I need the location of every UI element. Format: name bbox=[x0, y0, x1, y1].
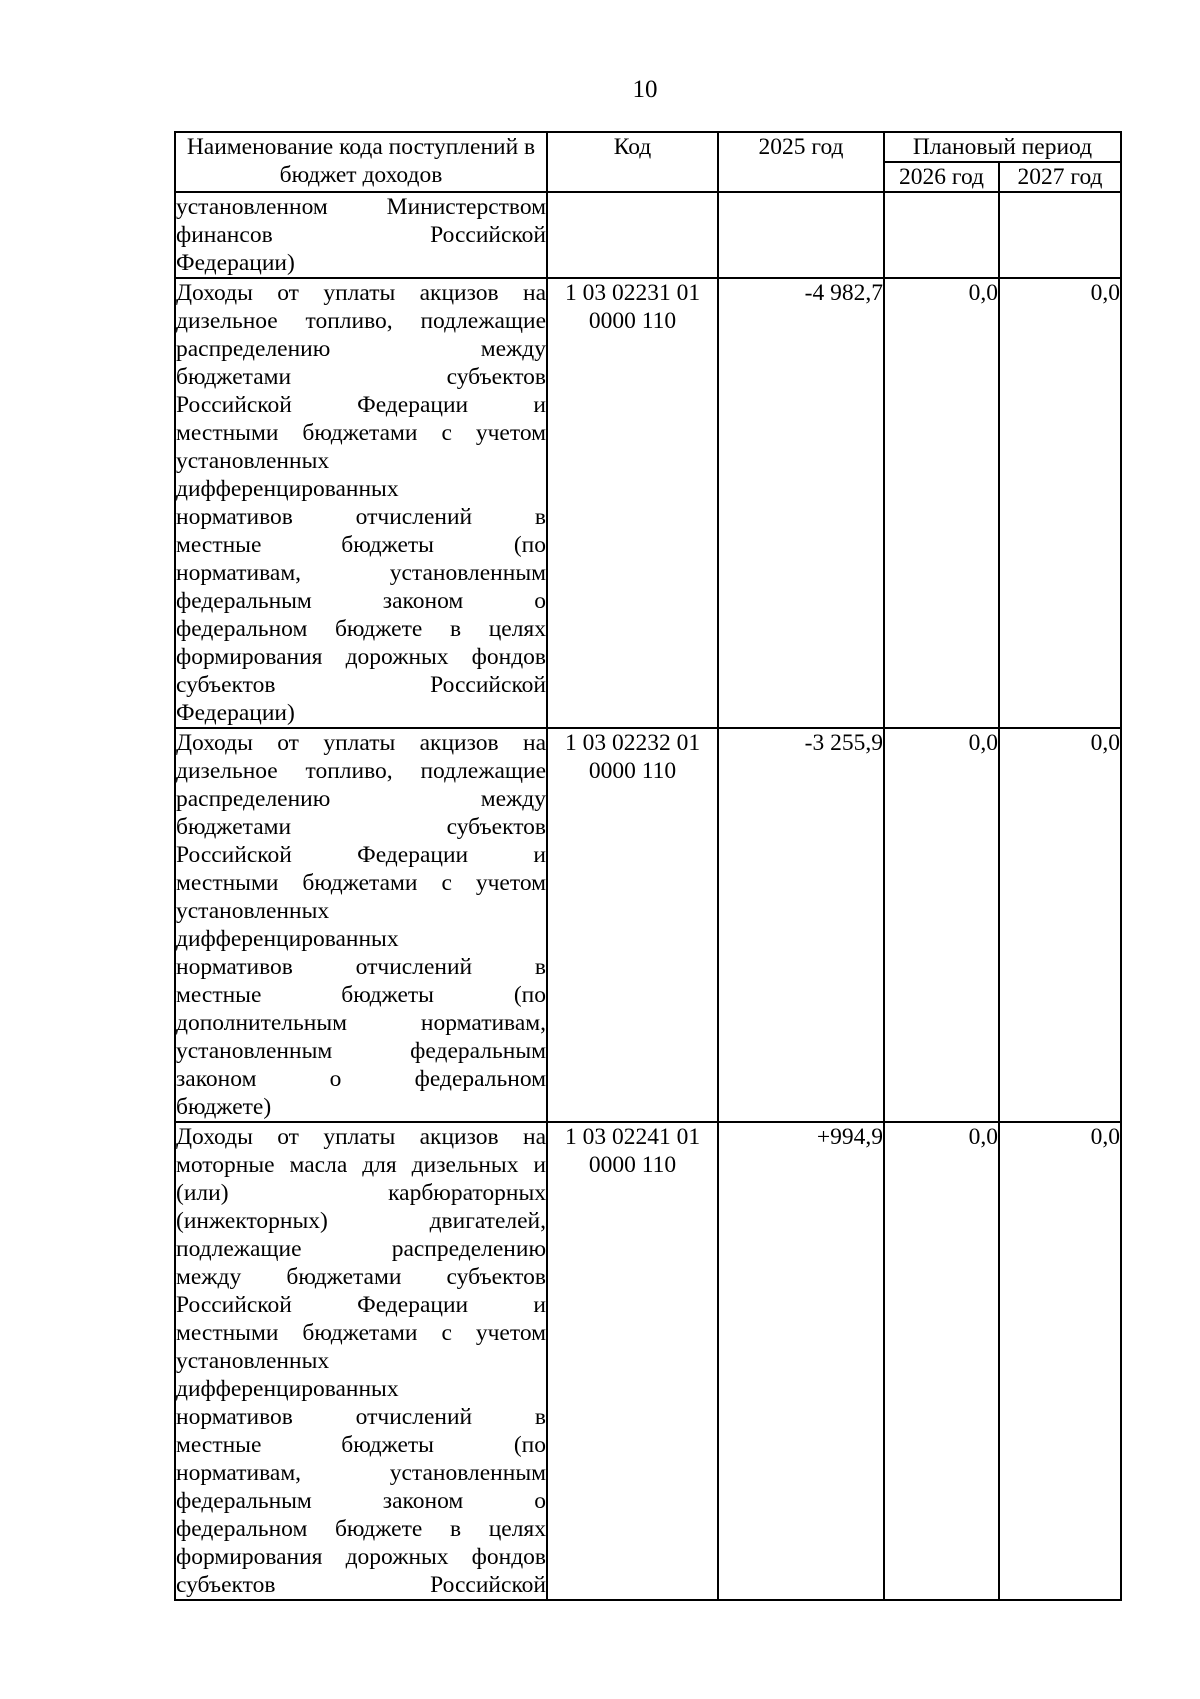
amount-2027-cell: 0,0 bbox=[999, 728, 1121, 1122]
table-row bbox=[175, 278, 1121, 728]
amount-2027-cell bbox=[999, 192, 1121, 278]
revenue-name-line: Федерации) bbox=[176, 700, 295, 726]
revenue-name-line: местными бюджетами с учетом bbox=[176, 870, 546, 896]
revenue-name-line: Российской Федерации и bbox=[176, 842, 546, 868]
revenue-name-line: дополнительным нормативам, bbox=[176, 1010, 546, 1036]
revenue-name-line: субъектов Российской bbox=[176, 672, 546, 698]
table-body bbox=[175, 192, 1121, 1600]
revenue-name-line: Федерации) bbox=[176, 250, 295, 276]
revenue-name-line: Российской Федерации и bbox=[176, 1292, 546, 1318]
revenue-name-line: бюджете) bbox=[176, 1094, 272, 1120]
revenue-name-line: установленных bbox=[176, 898, 330, 924]
revenue-name-line: моторные масла для дизельных и bbox=[176, 1152, 546, 1178]
budget-code-cell: 1 03 02232 01 0000 110 bbox=[547, 728, 718, 1122]
revenue-name-line: федеральным законом о bbox=[176, 588, 546, 614]
revenue-name-line: местные бюджеты (по bbox=[176, 1432, 546, 1458]
revenue-name-line: местными бюджетами с учетом bbox=[176, 420, 546, 446]
table-header bbox=[175, 132, 1121, 192]
table-row bbox=[175, 1122, 1121, 1600]
budget-code-cell: 1 03 02241 01 0000 110 bbox=[547, 1122, 718, 1600]
revenue-name-line: дифференцированных bbox=[176, 476, 399, 502]
revenue-name-line: формирования дорожных фондов bbox=[176, 1544, 546, 1570]
revenue-name-line: федеральным законом о bbox=[176, 1488, 546, 1514]
revenue-name-cell bbox=[175, 192, 547, 278]
revenue-name-line: подлежащие распределению bbox=[176, 1236, 546, 1262]
revenue-name-line: Доходы от уплаты акцизов на bbox=[176, 730, 546, 756]
page-number: 10 bbox=[632, 76, 658, 103]
revenue-name-line: дифференцированных bbox=[176, 926, 399, 952]
header-year-2027: 2027 год bbox=[999, 162, 1121, 192]
revenue-name-line: бюджетами субъектов bbox=[176, 364, 546, 390]
revenue-name-line: установленных bbox=[176, 448, 330, 474]
revenue-name-line: Российской Федерации и bbox=[176, 392, 546, 418]
header-code: Код bbox=[547, 132, 718, 192]
amount-2027-cell: 0,0 bbox=[999, 1122, 1121, 1600]
revenue-name-line: распределению между bbox=[176, 786, 546, 812]
budget-code-cell bbox=[547, 192, 718, 278]
revenue-name-line: нормативов отчислений в bbox=[176, 954, 546, 980]
amount-2025-cell: -4 982,7 bbox=[718, 278, 884, 728]
revenue-name-line: федеральном бюджете в целях bbox=[176, 1516, 546, 1542]
revenue-name-cell bbox=[175, 1122, 547, 1600]
budget-code-cell: 1 03 02231 01 0000 110 bbox=[547, 278, 718, 728]
revenue-table bbox=[174, 131, 1122, 1601]
revenue-name-line: законом о федеральном bbox=[176, 1066, 546, 1092]
amount-2026-cell: 0,0 bbox=[884, 278, 999, 728]
revenue-name-line: нормативов отчислений в bbox=[176, 504, 546, 530]
table-row bbox=[175, 192, 1121, 278]
revenue-name-line: местные бюджеты (по bbox=[176, 532, 546, 558]
header-year-2025: 2025 год bbox=[718, 132, 884, 192]
revenue-name-line: дизельное топливо, подлежащие bbox=[176, 758, 546, 784]
revenue-name-cell bbox=[175, 278, 547, 728]
revenue-name-line: установленном Министерством bbox=[176, 194, 546, 220]
revenue-name-cell bbox=[175, 728, 547, 1122]
revenue-name-line: дизельное топливо, подлежащие bbox=[176, 308, 546, 334]
revenue-name-line: нормативам, установленным bbox=[176, 1460, 546, 1486]
table-row bbox=[175, 728, 1121, 1122]
revenue-name-line: дифференцированных bbox=[176, 1376, 399, 1402]
amount-2025-cell: +994,9 bbox=[718, 1122, 884, 1600]
revenue-name-line: Доходы от уплаты акцизов на bbox=[176, 280, 546, 306]
amount-2027-cell: 0,0 bbox=[999, 278, 1121, 728]
amount-2026-cell: 0,0 bbox=[884, 1122, 999, 1600]
revenue-name-line: установленных bbox=[176, 1348, 330, 1374]
revenue-name-line: бюджетами субъектов bbox=[176, 814, 546, 840]
header-name: Наименование кода поступлений в бюджет доходов bbox=[175, 132, 547, 192]
amount-2025-cell: -3 255,9 bbox=[718, 728, 884, 1122]
revenue-name-line: нормативов отчислений в bbox=[176, 1404, 546, 1430]
revenue-name-line: местные бюджеты (по bbox=[176, 982, 546, 1008]
header-planning-period: Плановый период bbox=[884, 132, 1121, 162]
revenue-name-line: между бюджетами субъектов bbox=[176, 1264, 546, 1290]
revenue-name-line: федеральном бюджете в целях bbox=[176, 616, 546, 642]
revenue-name-line: формирования дорожных фондов bbox=[176, 644, 546, 670]
revenue-name-line: финансов Российской bbox=[176, 222, 546, 248]
revenue-name-line: распределению между bbox=[176, 336, 546, 362]
revenue-name-line: (или) карбюраторных bbox=[176, 1180, 546, 1206]
amount-2025-cell bbox=[718, 192, 884, 278]
revenue-name-line: субъектов Российской bbox=[176, 1572, 546, 1598]
revenue-name-line: Доходы от уплаты акцизов на bbox=[176, 1124, 546, 1150]
revenue-name-line: местными бюджетами с учетом bbox=[176, 1320, 546, 1346]
amount-2026-cell bbox=[884, 192, 999, 278]
revenue-name-line: нормативам, установленным bbox=[176, 560, 546, 586]
revenue-name-line: (инжекторных) двигателей, bbox=[176, 1208, 546, 1234]
header-year-2026: 2026 год bbox=[884, 162, 999, 192]
amount-2026-cell: 0,0 bbox=[884, 728, 999, 1122]
revenue-name-line: установленным федеральным bbox=[176, 1038, 546, 1064]
